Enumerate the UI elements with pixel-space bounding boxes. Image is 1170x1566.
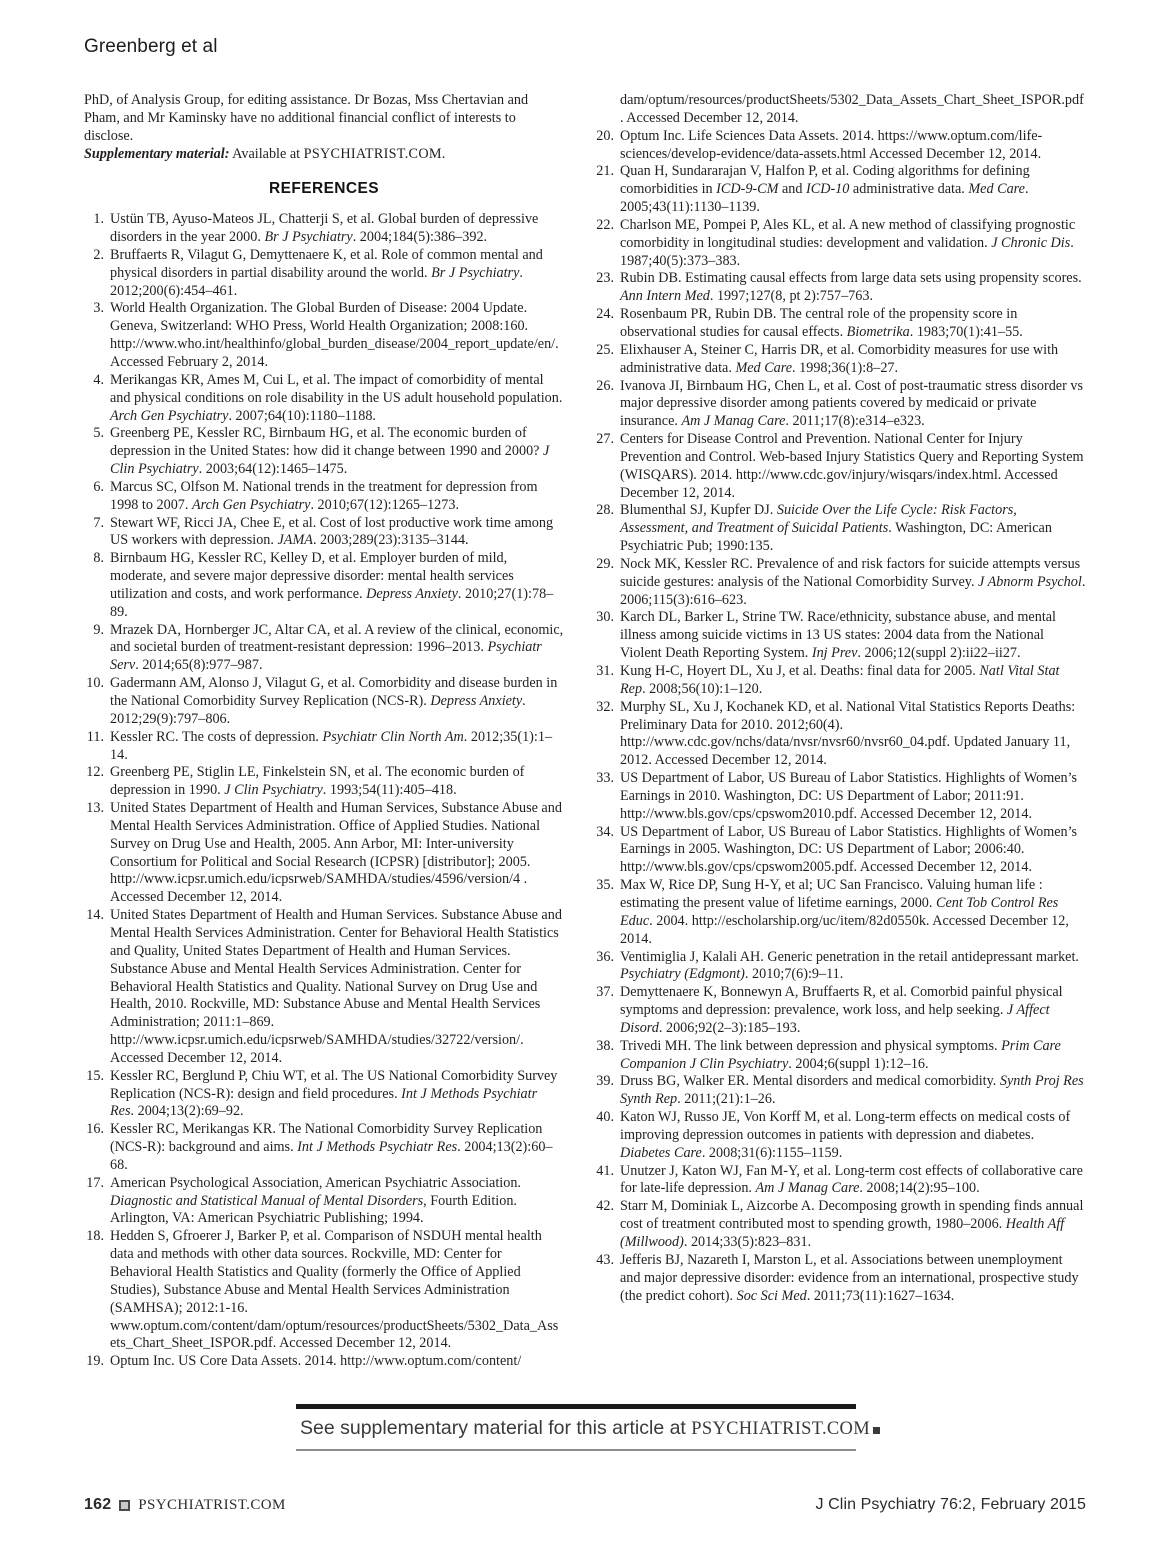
supplementary-material-pre: Available at [229,145,304,162]
reference-item [84,247,564,301]
right-column [594,92,1086,1305]
reference-text: Ustün TB, Ayuso-Mateos JL, Chatterji S, et al. Global burden of depressive disorders in the year 2000. Br J Psychiatry. 2004;184(5):386–392. [110,211,539,246]
reference-item [84,550,564,621]
reference-text: Greenberg PE, Stiglin LE, Finkelstein SN, et al. The economic burden of depression in 1990. J Clin Psychiatry. 1993;54(11):405–418. [110,764,525,799]
reference-text: Bruffaerts R, Vilagut G, Demyttenaere K, et al. Role of common mental and physical disorders in partial disability around the world. Br J Psychiatry. 2012;200(6):454–461. [110,246,543,299]
reference-item [594,163,1086,217]
reference-text: Ivanova JI, Birnbaum HG, Chen L, et al. Cost of post-traumatic stress disorder vs major depressive disorder among patients covered by medicaid or private insurance. Am J Manag Care. 2011;17(8):e314–e323. [620,377,1083,430]
reference-text: Kessler RC, Berglund P, Chiu WT, et al. The US National Comorbidity Survey Replication (NCS-R): design and field procedures. Int J Methods Psychiatr Res. 2004;13(2):69–92. [110,1067,558,1120]
psychiatrist-com-brand: PSYCHIATRIST.COM [138,1496,286,1513]
reference-item [594,770,1086,824]
reference-item [84,1228,564,1353]
reference-text: Trivedi MH. The link between depression and physical symptoms. Prim Care Companion J Clin Psychiatry. 2004;6(suppl 1):12–16. [620,1037,1061,1072]
reference-item [84,1175,564,1229]
supplementary-material-post: . [441,145,446,162]
reference-text: Optum Inc. Life Sciences Data Assets. 2014. https://www.optum.com/life-sciences/develop-evidence/data-assets.html Accessed December 12, 2014. [620,127,1043,162]
reference-item [594,1073,1086,1109]
reference-item [594,824,1086,878]
reference-item [594,502,1086,556]
reference-number: 8. [93,550,104,567]
reference-item [84,211,564,247]
reference-number: 10. [86,675,104,692]
reference-text: Kung H-C, Hoyert DL, Xu J, et al. Deaths: final data for 2005. Natl Vital Stat Rep. 2008;56(10):1–120. [620,663,1060,697]
reference-text: Gadermann AM, Alonso J, Vilagut G, et al. Comorbidity and disease burden in the National Comorbidity Survey Replication (NCS-R). Depress Anxiety. 2012;29(9):797–806. [110,675,558,727]
reference-text: Karch DL, Barker L, Strine TW. Race/ethnicity, substance abuse, and mental illness among suicide victims in 13 US states: 2004 data from the National Violent Death Reporting System. Inj Prev. 2006;12(suppl 2):ii22–ii27. [620,609,1056,662]
reference-item [594,342,1086,378]
reference-text: Quan H, Sundararajan V, Halfon P, et al. Coding algorithms for defining comorbidities in ICD-9-CM and ICD-10 administrative data. Med Care. 2005;43(11):1130–1139. [620,163,1030,216]
reference-text: Murphy SL, Xu J, Kochanek KD, et al. National Vital Statistics Reports Deaths: Preliminary Data for 2010. 2012;60(4). http://www.cdc.gov/nchs/data/nvsr/nvsr60/nvsr60_04.pdf. Updated January 11, 2012. Accessed December 12, 2014. [620,698,1076,769]
reference-item [594,949,1086,985]
reference-number: 1. [93,211,104,228]
reference-text: Katon WJ, Russo JE, Von Korff M, et al. Long-term effects on medical costs of improving depression outcomes in patients with depression and diabetes. Diabetes Care. 2008;31(6):1155–1159. [620,1109,1071,1161]
reference-text: Elixhauser A, Steiner C, Harris DR, et al. Comorbidity measures for use with administrative data. Med Care. 1998;36(1):8–27. [620,341,1059,376]
reference-text: Marcus SC, Olfson M. National trends in the treatment for depression from 1998 to 2007. Arch Gen Psychiatry. 2010;67(12):1265–1273. [110,478,538,513]
reference-text: US Department of Labor, US Bureau of Labor Statistics. Highlights of Women’s Earnings in 2010. Washington, DC: US Department of Labor; 2011:91. http://www.bls.gov/cps/cpswom2010.pdf. Accessed December 12, 2014. [620,770,1078,822]
reference-number: 5. [93,425,104,442]
reference-item [594,556,1086,610]
reference-number: 31. [596,663,614,679]
reference-number: 11. [86,728,104,745]
reference-number: 36. [596,948,614,965]
reference-item [84,729,564,765]
reference-item [84,479,564,515]
supplementary-material-box [296,1404,870,1451]
reference-text: American Psychological Association, American Psychiatric Association. Diagnostic and Statistical Manual of Mental Disorders, Fourth Edition. Arlington, VA: American Psychiatric Publishing; 1994. [110,1174,521,1227]
reference-item [594,431,1086,502]
reference-text: United States Department of Health and Human Services, Substance Abuse and Mental Health Services Administration. Office of Applied Studies. National Survey on Drug Use and Health, 2005. Ann Arbor, MI: Inter-university Consortium for Political and Social Research (ICPSR) [distributor]; 2005. http://www.icpsr.umich.edu/icpsrweb/SAMHDA/studies/4596/version/4 . Accessed December 12, 2014. [110,800,562,906]
reference-number: 23. [596,270,614,287]
page-number: 162 [84,1496,112,1513]
reference-text: Ventimiglia J, Kalali AH. Generic penetration in the retail antidepressant market. Psychiatry (Edgmont). 2010;7(6):9–11. [620,948,1079,983]
reference-number: 37. [596,984,614,1001]
reference-text: Kessler RC. The costs of depression. Psychiatr Clin North Am. 2012;35(1):1–14. [110,728,553,763]
page-footer [84,1496,1086,1514]
reference-item [84,907,564,1068]
reference-text: United States Department of Health and Human Services. Substance Abuse and Mental Health Services Administration. Center for Behavioral Health Statistics and Quality, United States Department of Health and Human Services. Substance Abuse and Mental Health Services Administration. Center for Behavioral Health Statistics and Quality. National Survey on Drug Use and Health, 2010. Rockville, MD: Substance Abuse and Mental Health Services Administration; 2011:1–869. http://www.icpsr.umich.edu/icpsrweb/SAMHDA/studies/32722/version/. Accessed December 12, 2014. [110,907,562,1066]
reference-item [594,699,1086,770]
reference-text: Druss BG, Walker ER. Mental disorders and medical comorbidity. Synth Proj Res Synth Rep. 2011;(21):1–26. [620,1073,1084,1108]
reference-item [84,1121,564,1175]
reference-text: Demyttenaere K, Bonnewyn A, Bruffaerts R, et al. Comorbid painful physical symptoms and depression: prevalence, work loss, and help seeking. J Affect Disord. 2006;92(2–3):185–193. [620,984,1063,1036]
end-square-icon [873,1427,880,1434]
reference-number: 2. [93,246,104,263]
reference-text: Kessler RC, Merikangas KR. The National Comorbidity Survey Replication (NCS-R): background and aims. Int J Methods Psychiatr Res. 2004;13(2):60–68. [110,1121,553,1173]
reference-number: 25. [596,341,614,358]
reference-text: Mrazek DA, Hornberger JC, Altar CA, et al. A review of the clinical, economic, and societal burden of treatment-resistant depression: 1996–2013. Psychiatr Serv. 2014;65(8):977–987. [110,621,564,674]
left-column [84,92,564,1371]
reference-text: Charlson ME, Pompei P, Ales KL, et al. A new method of classifying prognostic comorbidity in longitudinal studies: development and validation. J Chronic Dis. 1987;40(5):373–383. [620,216,1076,269]
reference-item [84,372,564,426]
reference-number: 3. [93,300,104,317]
reference-item [594,1109,1086,1163]
reference-number: 40. [596,1109,614,1126]
reference-number: 4. [93,371,104,388]
reference-text: Blumenthal SJ, Kupfer DJ. Suicide Over the Life Cycle: Risk Factors, Assessment, and Treatment of Suicidal Patients. Washington, DC: American Psychiatric Pub; 1990:135. [620,502,1052,555]
reference-number: 33. [596,770,614,787]
reference-text: Birnbaum HG, Kessler RC, Kelley D, et al. Employer burden of mild, moderate, and severe major depressive disorder: mental health services utilization and costs, and work performance. Depress Anxiety. 2010;27(1):78–89. [110,550,554,620]
running-head: Greenberg et al [84,36,218,57]
reference-number: 20. [596,127,614,144]
reference-number: 28. [596,502,614,519]
reference-number: 30. [596,609,614,626]
reference-item [594,217,1086,271]
square-bullet-icon [119,1500,130,1511]
reference-item [84,675,564,729]
reference-text: Max W, Rice DP, Sung H-Y, et al; UC San Francisco. Valuing human life : estimating the present value of lifetime earnings, 2000. Cent Tob Control Res Educ. 2004. http://escholarship.org/uc/item/82d0550k. Accessed December 12, 2014. [620,877,1069,947]
reference-text: dam/optum/resources/productSheets/5302_Data_Assets_Chart_Sheet_ISPOR.pdf. Accessed December 12, 2014. [620,92,1084,126]
reference-number: 32. [596,698,614,715]
reference-text: Centers for Disease Control and Prevention. National Center for Injury Prevention and Control. Web-based Injury Statistics Query and Reporting System (WISQARS). 2014. http://www.cdc.gov/injury/wisqars/index.html. Accessed December 12, 2014. [620,431,1084,501]
reference-item [594,92,1086,128]
references-list-right [594,92,1086,1305]
reference-item [594,1038,1086,1074]
reference-text: Hedden S, Gfroerer J, Barker P, et al. Comparison of NSDUH mental health data and methods with other data sources. Rockville, MD: Center for Behavioral Health Statistics and Quality (formerly the Office of Applied Studies), Substance Abuse and Mental Health Services Administration (SAMHSA); 2012:1-16. www.optum.com/content/dam/optum/resources/productSheets/5302_Data_Assets_Chart_Sheet_ISPOR.pdf. Accessed December 12, 2014. [110,1228,559,1352]
reference-item [84,1353,564,1371]
reference-item [84,800,564,907]
reference-item [594,609,1086,663]
reference-item [594,984,1086,1038]
reference-item [594,1252,1086,1306]
reference-item [84,764,564,800]
reference-item [594,306,1086,342]
reference-number: 41. [596,1162,614,1179]
reference-item [84,1068,564,1122]
reference-number: 26. [596,377,614,394]
reference-item [594,378,1086,432]
reference-item [594,128,1086,164]
reference-item [84,515,564,551]
references-list-left [84,211,564,1371]
reference-item [594,877,1086,948]
psychiatrist-com-brand: PSYCHIATRIST.COM [691,1419,870,1439]
reference-text: Rosenbaum PR, Rubin DB. The central role of the propensity score in observational studies for causal effects. Biometrika. 1983;70(1):41–55. [620,306,1023,340]
reference-item [84,622,564,676]
reference-number: 14. [86,907,104,924]
reference-number: 29. [596,555,614,572]
reference-item [594,1198,1086,1252]
two-column-body [84,92,1086,1371]
supplementary-box-text: See supplementary material for this article at [300,1417,692,1439]
reference-number: 9. [93,621,104,638]
reference-item [594,1163,1086,1199]
reference-number: 43. [596,1251,614,1268]
reference-text: Merikangas KR, Ames M, Cui L, et al. The impact of comorbidity of mental and physical conditions on role disability in the US adult household population. Arch Gen Psychiatry. 2007;64(10):1180–1188. [110,371,563,424]
reference-text: Unutzer J, Katon WJ, Fan M-Y, et al. Long-term cost effects of collaborative care for late-life depression. Am J Manag Care. 2008;14(2):95–100. [620,1162,1083,1197]
reference-text: Stewart WF, Ricci JA, Chee E, et al. Cost of lost productive work time among US workers with depression. JAMA. 2003;289(23):3135–3144. [110,514,554,549]
acknowledgment-paragraph [84,92,564,163]
supplementary-material-label: Supplementary material: [84,145,230,162]
acknowledgment-text: PhD, of Analysis Group, for editing assistance. Dr Bozas, Mss Chertavian and Pham, and Mr Kaminsky have no additional financial conflict of interests to disclose. [84,92,529,144]
reference-number: 6. [93,478,104,495]
reference-number: 18. [86,1228,104,1245]
reference-number: 35. [596,877,614,894]
reference-item [594,270,1086,306]
reference-item [84,300,564,371]
reference-number: 38. [596,1037,614,1054]
reference-item [84,425,564,479]
reference-text: Greenberg PE, Kessler RC, Birnbaum HG, et al. The economic burden of depression in the United States: how did it change between 1990 and 2000? J Clin Psychiatry. 2003;64(12):1465–1475. [110,425,550,478]
reference-number: 17. [86,1174,104,1191]
footer-left [84,1496,286,1514]
reference-number: 15. [86,1067,104,1084]
reference-number: 22. [596,216,614,233]
reference-number: 42. [596,1198,614,1215]
reference-text: Starr M, Dominiak L, Aizcorbe A. Decomposing growth in spending finds annual cost of treatment contributed most to spending growth, 1980–2006. Health Aff (Millwood). 2014;33(5):823–831. [620,1198,1084,1250]
reference-text: World Health Organization. The Global Burden of Disease: 2004 Update. Geneva, Switzerland: WHO Press, World Health Organization; 2008:160. http://www.who.int/healthinfo/global_burden_disease/2004_report_update/en/. Accessed February 2, 2014. [110,300,559,370]
psychiatrist-com-brand: PSYCHIATRIST.COM [303,145,442,162]
reference-text: Nock MK, Kessler RC. Prevalence of and risk factors for suicide attempts versus suicide gestures: analysis of the National Comorbidity Survey. J Abnorm Psychol. 2006;115(3):616–623. [620,555,1086,608]
reference-text: US Department of Labor, US Bureau of Labor Statistics. Highlights of Women’s Earnings in 2005. Washington, DC: US Department of Labor; 2006:40. http://www.bls.gov/cps/cpswom2005.pdf. Accessed December 12, 2014. [620,823,1078,876]
references-heading: REFERENCES [269,180,379,198]
reference-item [594,663,1086,699]
reference-number: 7. [93,514,104,531]
reference-number: 21. [596,163,614,180]
reference-number: 12. [86,764,104,781]
reference-number: 16. [86,1121,104,1138]
reference-number: 24. [596,306,614,323]
reference-number: 19. [86,1353,104,1370]
reference-number: 34. [596,823,614,840]
reference-text: Jefferis BJ, Nazareth I, Marston L, et al. Associations between unemployment and major depressive disorder: evidence from an international, prospective study (the predict cohort). Soc Sci Med. 2011;73(11):1627–1634. [620,1251,1079,1304]
reference-number: 27. [596,431,614,448]
journal-citation: J Clin Psychiatry 76:2, February 2015 [815,1496,1086,1513]
reference-number: 13. [86,800,104,817]
reference-text: Optum Inc. US Core Data Assets. 2014. http://www.optum.com/content/ [110,1353,522,1370]
reference-number: 39. [596,1073,614,1090]
reference-text: Rubin DB. Estimating causal effects from large data sets using propensity scores. Ann Intern Med. 1997;127(8, pt 2):757–763. [620,270,1082,305]
